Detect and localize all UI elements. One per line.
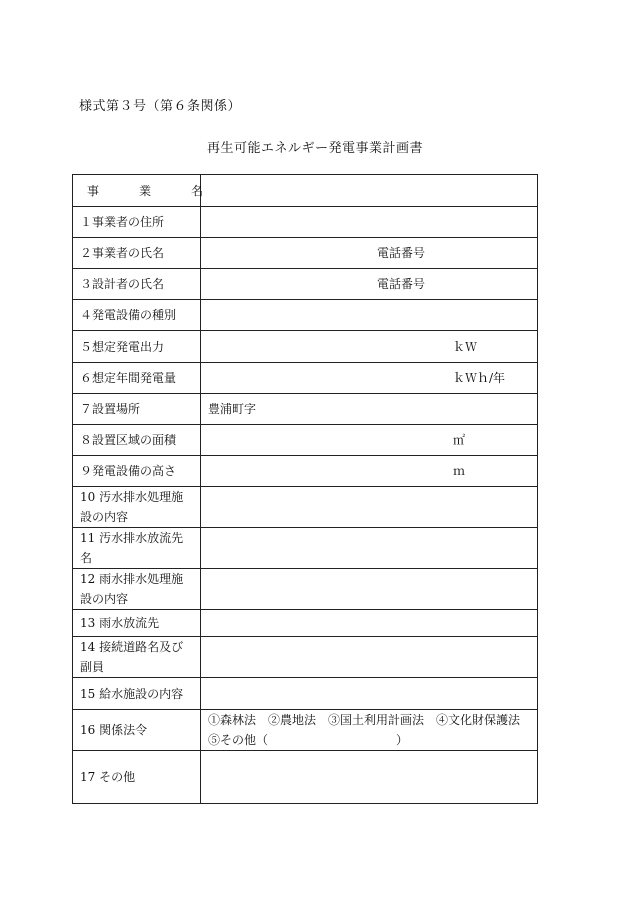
operator-address-field[interactable] (201, 207, 538, 238)
access-road-label (73, 637, 201, 678)
row-rainwater-discharge (73, 610, 538, 637)
row-site-area (73, 425, 538, 456)
site-area-unit: ㎡ (453, 433, 466, 447)
access-road-field[interactable] (201, 637, 538, 678)
sewage-treatment-label-line1: 10 汚水排水処理施 (80, 490, 184, 504)
designer-name-label: ３設計者の氏名 (73, 269, 201, 300)
related-laws-other-close: ） (396, 733, 409, 747)
other-field[interactable] (201, 751, 538, 804)
related-laws-list: ①森林法 ②農地法 ③国土利用計画法 ④文化財保護法 (208, 713, 521, 727)
form-number: 様式第３号（第６条関係） (79, 99, 242, 114)
rated-output-label: ５想定発電出力 (73, 331, 201, 363)
rated-output-field[interactable] (201, 331, 538, 363)
facility-height-field[interactable] (201, 456, 538, 487)
sewage-discharge-label-line2: 名 (80, 551, 93, 565)
row-rainwater-treatment (73, 569, 538, 610)
row-sewage-discharge (73, 528, 538, 569)
installation-site-label: ７設置場所 (73, 394, 201, 425)
row-other (73, 751, 538, 804)
operator-phone-label: 電話番号 (377, 246, 426, 260)
site-area-field[interactable] (201, 425, 538, 456)
row-operator-address (73, 207, 538, 238)
row-facility-height (73, 456, 538, 487)
row-installation-site (73, 394, 538, 425)
designer-name-field[interactable] (201, 269, 538, 300)
rainwater-discharge-label: 13 雨水放流先 (73, 610, 201, 637)
related-laws-other-open: ⑤その他（ (208, 733, 269, 747)
row-project-name (73, 175, 538, 207)
rainwater-treatment-field[interactable] (201, 569, 538, 610)
water-supply-label: 15 給水施設の内容 (73, 678, 201, 710)
operator-name-label: ２事業者の氏名 (73, 238, 201, 269)
access-road-label-line2: 副員 (80, 660, 105, 674)
sewage-treatment-field[interactable] (201, 487, 538, 528)
site-area-label: ８設置区域の面積 (73, 425, 201, 456)
row-annual-generation (73, 363, 538, 394)
installation-site-field[interactable]: 豊浦町字 (201, 394, 538, 425)
sewage-discharge-label-line1: 11 汚水排水放流先 (80, 531, 184, 545)
annual-generation-label: ６想定年間発電量 (73, 363, 201, 394)
row-sewage-treatment (73, 487, 538, 528)
project-name-field[interactable] (201, 175, 538, 207)
rainwater-treatment-label-line2: 設の内容 (80, 592, 129, 606)
sewage-treatment-label-line2: 設の内容 (80, 510, 129, 524)
facility-type-field[interactable] (201, 300, 538, 331)
rainwater-treatment-label (73, 569, 201, 610)
sewage-discharge-field[interactable] (201, 528, 538, 569)
water-supply-field[interactable] (201, 678, 538, 710)
row-rated-output (73, 331, 538, 363)
related-laws-label: 16 関係法令 (73, 710, 201, 751)
rainwater-discharge-field[interactable] (201, 610, 538, 637)
row-facility-type (73, 300, 538, 331)
annual-generation-field[interactable] (201, 363, 538, 394)
facility-height-unit: ｍ (453, 464, 466, 478)
annual-generation-unit: ｋＷｈ/年 (453, 371, 506, 385)
document-title: 再生可能エネルギー発電事業計画書 (206, 141, 423, 156)
row-designer-name (73, 269, 538, 300)
facility-type-label: ４発電設備の種別 (73, 300, 201, 331)
sewage-treatment-label (73, 487, 201, 528)
row-operator-name (73, 238, 538, 269)
rainwater-treatment-label-line1: 12 雨水排水処理施 (80, 572, 184, 586)
facility-height-label: ９発電設備の高さ (73, 456, 201, 487)
operator-name-field[interactable] (201, 238, 538, 269)
related-laws-field[interactable] (201, 710, 538, 751)
row-access-road (73, 637, 538, 678)
operator-address-label: １事業者の住所 (73, 207, 201, 238)
row-water-supply (73, 678, 538, 710)
rated-output-unit: ｋＷ (453, 339, 478, 354)
related-laws-other (208, 730, 530, 750)
plan-table (72, 174, 538, 804)
other-label: 17 その他 (73, 751, 201, 804)
designer-phone-label: 電話番号 (377, 277, 426, 291)
access-road-label-line1: 14 接続道路名及び (80, 640, 184, 654)
row-related-laws (73, 710, 538, 751)
project-name-label: 事 業 名 (73, 175, 201, 207)
sewage-discharge-label (73, 528, 201, 569)
